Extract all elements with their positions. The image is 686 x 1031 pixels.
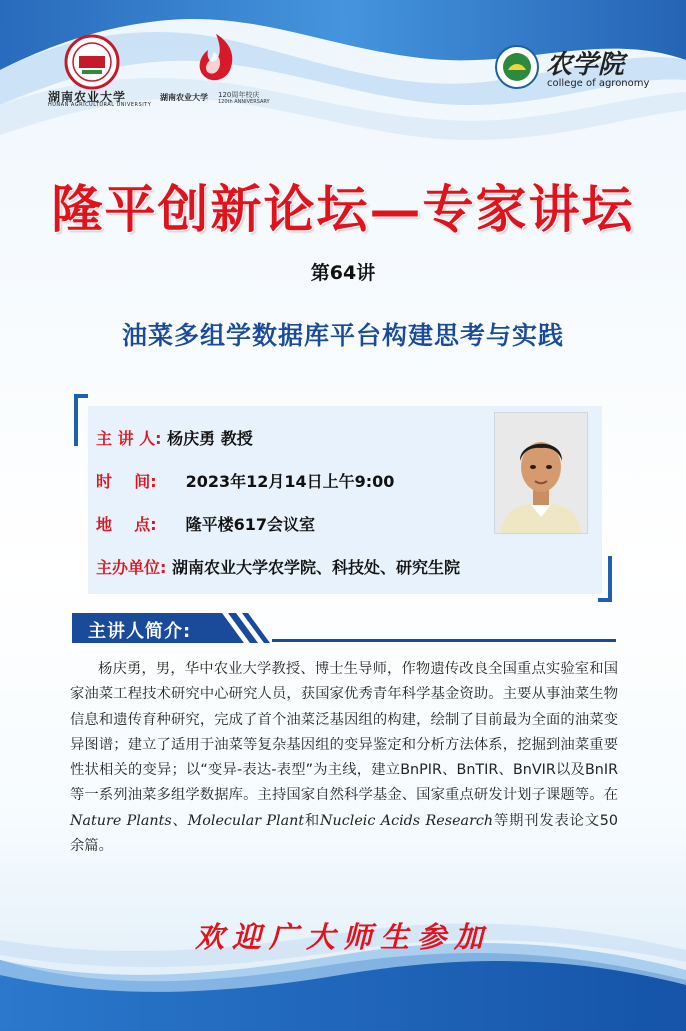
anniversary-flame-icon: [190, 30, 242, 86]
place-row: [96, 512, 315, 535]
journal-nature-plants: Nature Plants: [70, 812, 172, 829]
host-label: 主办单位:: [96, 558, 167, 577]
anniversary-label-en: 120th ANNIVERSARY: [218, 99, 270, 105]
time-label: 时 间:: [96, 472, 157, 491]
bio-separator-2: 和: [304, 812, 321, 829]
college-emblem-icon: [494, 44, 540, 90]
hunau-name: 湖南农业大学: [48, 90, 127, 104]
host-row: [96, 555, 460, 578]
time-value: 2023年12月14日上午9:00: [185, 472, 395, 491]
speaker-bio: [70, 657, 618, 859]
speaker-photo: [494, 412, 588, 534]
welcome-text: 欢迎广大师生参加: [194, 920, 491, 954]
place-label: 地 点:: [96, 515, 157, 534]
anniversary-school-name: 湖南农业大学: [160, 92, 208, 102]
bio-text-end: 等期刊发表论文50余篇。: [70, 812, 619, 855]
place-value: 隆平楼617会议室: [185, 515, 315, 534]
time-row: [96, 469, 394, 492]
hunau-name-en: HUNAN AGRICULTURAL UNIVERSITY: [48, 102, 152, 108]
frame-bracket-top-left: [76, 396, 88, 446]
speaker-row: [96, 426, 253, 449]
lecture-topic: 油菜多组学数据库平台构建思考与实践: [121, 321, 564, 350]
bio-text: 杨庆勇，男，华中农业大学教授、博士生导师，作物遗传改良全国重点实验室和国家油菜工程技术研究中心研究人员，获国家优秀青年科学基金资助。主要从事油菜生物信息和遗传育种研究，完成了首个油菜泛基因组的构建，绘制了目前最为全面的油菜变异图谱；建立了适用于油菜等复杂基因组的变异鉴定和分析方法体系，挖掘到油菜重要性状相关的变异；以“变异-表达-表型”为主线，建立BnPIR、BnTIR、BnVIR以及BnIR等一系列油菜多组学数据库。主持国家自然科学基金、国家重点研发计划子课题等。在: [70, 661, 618, 804]
hunau-emblem-icon: [64, 34, 120, 90]
bio-separator-1: 、: [171, 812, 188, 829]
college-name-en: college of agronomy: [547, 78, 650, 89]
main-title: 隆平创新论坛—专家讲坛: [51, 180, 635, 240]
host-value: 湖南农业大学农学院、科技处、研究生院: [171, 558, 460, 577]
speaker-value: 杨庆勇 教授: [167, 429, 253, 448]
lecture-number: 第64讲: [310, 262, 376, 284]
speaker-portrait-icon: [495, 413, 587, 533]
section-title: 主讲人简介:: [88, 621, 192, 642]
college-name-cn: 农学院: [546, 50, 625, 80]
journal-molecular-plant: Molecular Plant: [187, 812, 305, 829]
speaker-label: 主 讲 人:: [96, 429, 162, 448]
anniversary-label: 120周年校庆: [218, 91, 260, 99]
journal-nar: Nucleic Acids Research: [320, 812, 494, 829]
